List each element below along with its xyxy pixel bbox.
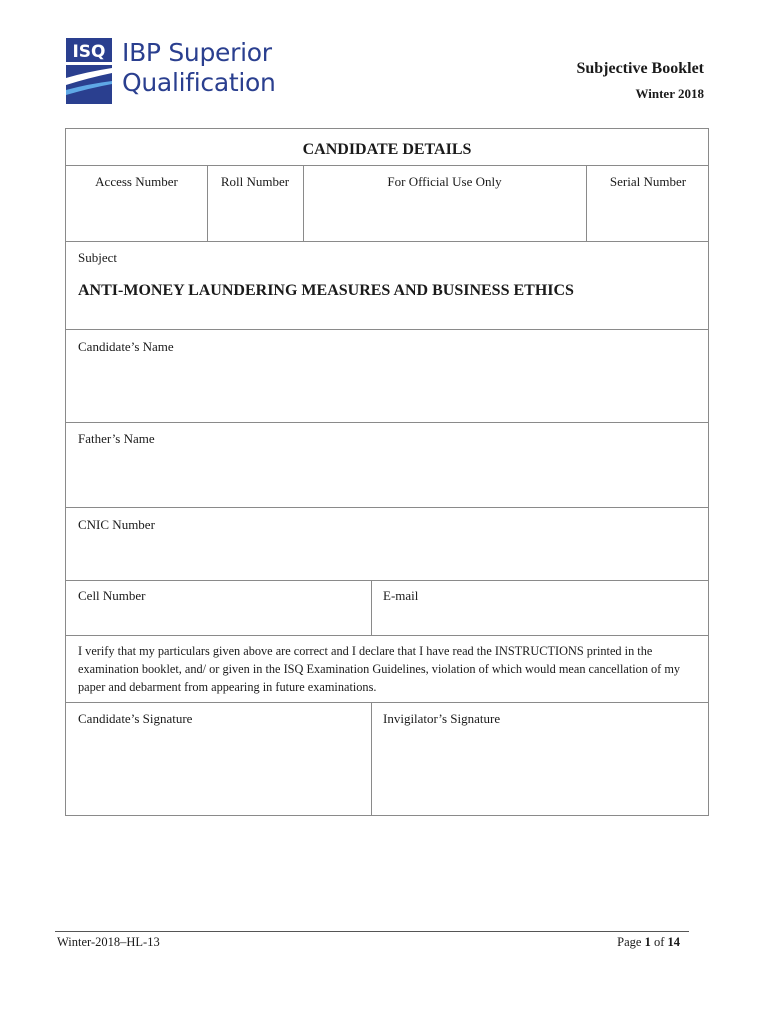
email-label: E-mail (383, 588, 419, 603)
page-of: of (653, 935, 665, 949)
cnic-label: CNIC Number (78, 517, 155, 532)
serial-number-field[interactable] (587, 194, 709, 239)
serial-number-label: Serial Number (609, 174, 687, 189)
subject-title: ANTI-MONEY LAUNDERING MEASURES AND BUSINESS ETHICS (78, 282, 574, 299)
page-prefix: Page (617, 935, 642, 949)
cnic-field[interactable] (66, 537, 708, 579)
email-field[interactable] (372, 607, 708, 633)
invigilator-signature-field (372, 731, 708, 815)
logo-mark-text: ISQ (72, 42, 106, 62)
access-number-label: Access Number (95, 174, 178, 189)
candidate-name-field[interactable] (66, 359, 708, 419)
divider (66, 329, 708, 330)
page-current: 1 (644, 935, 651, 949)
father-name-field[interactable] (66, 451, 708, 505)
roll-number-label: Roll Number (220, 174, 290, 189)
logo-line-2: Qualification (122, 68, 276, 97)
page-number (617, 935, 680, 950)
official-use-field (304, 194, 586, 239)
divider (66, 241, 708, 242)
isq-logo-mark (66, 38, 112, 104)
booklet-title: Subjective Booklet (576, 60, 704, 77)
footer-rule (55, 931, 689, 932)
divider (66, 422, 708, 423)
candidate-signature-label: Candidate’s Signature (78, 711, 193, 726)
cell-number-label: Cell Number (78, 588, 146, 603)
logo-wordmark (122, 38, 276, 98)
logo-line-1: IBP Superior (122, 38, 272, 67)
subject-label: Subject (78, 250, 117, 265)
booklet-session: Winter 2018 (635, 86, 704, 101)
footer-code: Winter-2018–HL-13 (57, 935, 160, 949)
divider (66, 702, 708, 703)
divider (66, 580, 708, 581)
candidate-signature-field[interactable] (66, 731, 370, 815)
cell-number-field[interactable] (66, 607, 370, 633)
divider (66, 635, 708, 636)
father-name-label: Father’s Name (78, 431, 155, 446)
roll-number-field[interactable] (208, 194, 303, 239)
booklet-header (576, 60, 704, 102)
declaration-text: I verify that my particulars given above are correct and I declare that I have read the INSTRUCTIONS printed in the examination booklet, and/ or given in the ISQ Examination Guidelines, violation of which would mean cancellation of my paper and debarment from appearing in future examinations. (78, 644, 681, 694)
invigilator-signature-label: Invigilator’s Signature (383, 711, 501, 726)
isq-logo (66, 38, 276, 104)
candidate-name-label: Candidate’s Name (78, 339, 174, 354)
official-use-label: For Official Use Only (387, 174, 502, 189)
form-heading: CANDIDATE DETAILS (302, 141, 472, 158)
candidate-details-form (65, 128, 709, 816)
divider (66, 165, 708, 166)
divider (66, 507, 708, 508)
page-total: 14 (667, 935, 680, 949)
access-number-field[interactable] (66, 194, 207, 239)
